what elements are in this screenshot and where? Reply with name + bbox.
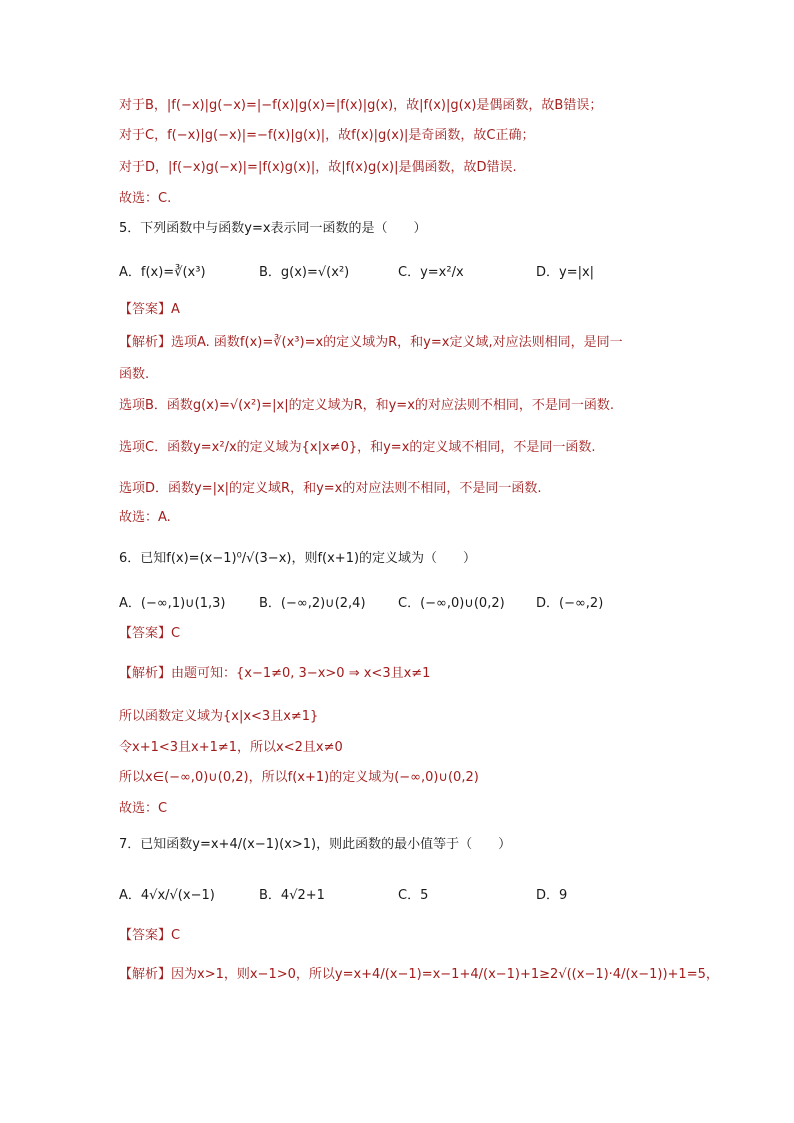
q7-option-c: C．5 (398, 888, 429, 903)
analysis-7-line1: 【解析】因为x>1，则x−1>0，所以y=x+4/(x−1)=x−1+4/(x−1)+1≥2√((x−1)·4/(x−1))+1=5， (119, 967, 719, 982)
analysis-6-line4: 所以x∈(−∞,0)∪(0,2)，所以f(x+1)的定义域为(−∞,0)∪(0,2) (119, 770, 479, 785)
analysis-5-line4: 选项C．函数y=x²/x的定义域为{x|x≠0}，和y=x的定义域不相同，不是同一函数. (119, 440, 596, 455)
q7-option-d: D．9 (536, 888, 568, 903)
answer-7: 【答案】C (119, 928, 181, 943)
analysis-5-line2: 函数. (119, 367, 150, 382)
question-6: 6．已知f(x)=(x−1)⁰/√(3−x)，则f(x+1)的定义域为（ ） (119, 551, 477, 566)
analysis-6-line3: 令x+1<3且x+1≠1，所以x<2且x≠0 (119, 740, 343, 755)
q6-option-c: C．(−∞,0)∪(0,2) (398, 596, 505, 611)
answer-5: 【答案】A (119, 302, 180, 317)
q5-option-d: D．y=|x| (536, 265, 595, 280)
answer-6: 【答案】C (119, 626, 181, 641)
question-5: 5．下列函数中与函数y=x表示同一函数的是（ ） (119, 221, 427, 236)
analysis-5-line5: 选项D．函数y=|x|的定义域R，和y=x的对应法则不相同，不是同一函数. (119, 481, 542, 496)
q6-option-a: A．(−∞,1)∪(1,3) (119, 596, 226, 611)
q7-option-b: B．4√2+1 (259, 888, 325, 903)
choice-line: 故选：C. (119, 191, 172, 206)
analysis-6-line2: 所以函数定义域为{x|x<3且x≠1} (119, 709, 319, 724)
analysis-5-line1: 【解析】选项A. 函数f(x)=∛(x³)=x的定义域为R，和y=x定义域,对应法则相同，是同一 (119, 335, 623, 350)
solution-line-d: 对于D，|f(−x)g(−x)|=|f(x)g(x)|，故|f(x)g(x)|是偶函数，故D错误. (119, 160, 517, 175)
q5-option-c: C．y=x²/x (398, 265, 464, 280)
analysis-6-line1: 【解析】由题可知：{x−1≠0, 3−x>0 ⇒ x<3且x≠1 (119, 666, 431, 681)
q6-option-b: B．(−∞,2)∪(2,4) (259, 596, 366, 611)
solution-line-c: 对于C，f(−x)|g(−x)|=−f(x)|g(x)|，故f(x)|g(x)|是奇函数，故C正确； (119, 128, 535, 143)
solution-line-b: 对于B，|f(−x)|g(−x)=|−f(x)|g(x)=|f(x)|g(x)，故|f(x)|g(x)是偶函数，故B错误； (119, 98, 603, 113)
q6-option-d: D．(−∞,2) (536, 596, 604, 611)
choice-5: 故选：A. (119, 510, 171, 525)
choice-6: 故选：C (119, 801, 168, 816)
q5-option-a: A．f(x)=∛(x³) (119, 265, 206, 280)
analysis-5-line3: 选项B．函数g(x)=√(x²)=|x|的定义域为R，和y=x的对应法则不相同，不是同一函数. (119, 398, 615, 413)
q5-option-b: B．g(x)=√(x²) (259, 265, 350, 280)
q7-option-a: A．4√x/√(x−1) (119, 888, 215, 903)
question-7: 7．已知函数y=x+4/(x−1)(x>1)，则此函数的最小值等于（ ） (119, 837, 512, 852)
